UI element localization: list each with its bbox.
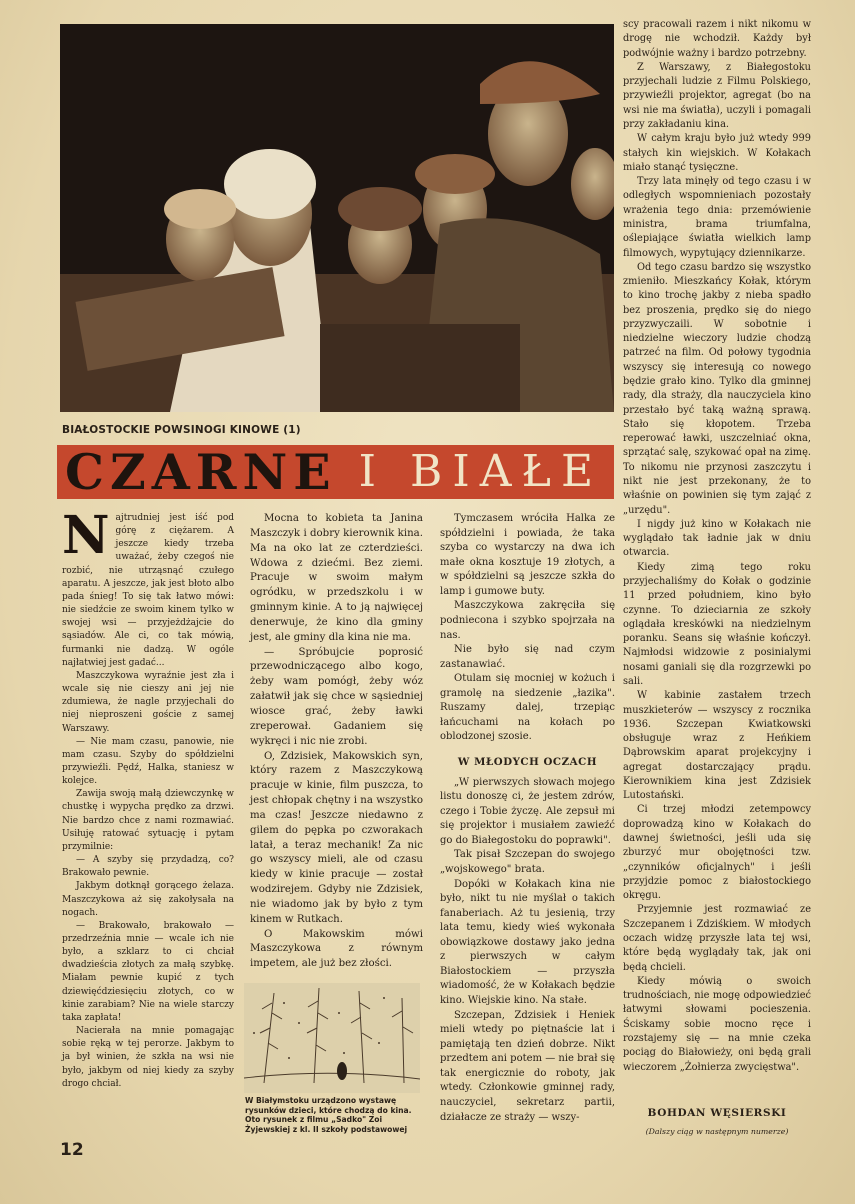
paragraph: Maszczykowa wyraźnie jest zła i wcale się nie cieszy ani jej nie zdumiewa, że nagle przyjechali do niej nieproszeni goście z samej Warszawy.	[62, 670, 234, 734]
paragraph: Dopóki w Kołakach kina nie było, nikt tu nie myślał o takich fanaberiach. Aż tu jesienią, trzy lata temu, kiedy wieś wykonała obowiązkowe dostawy jako jedna z pierwszych w całym Białostockiem — przyszła wiadomość, że w Kołakach będzie kino. Wiejskie kino. Na stałe.	[440, 878, 615, 1006]
article-column-1	[62, 505, 234, 1091]
paragraph: Zawija swoją małą dziewczynkę w chustkę i wypycha prędko za drzwi. Nie bardzo chce z nami rozmawiać. Usiłuję ratować sytuację i pytam przymilnie:	[62, 789, 234, 852]
paragraph: Nie było się nad czym zastanawiać.	[440, 644, 615, 670]
paragraph: scy pracowali razem i nikt nikomu w drogę nie wchodził. Każdy był podwójnie ważny i bardzo potrzebny.	[623, 19, 811, 59]
paragraph: Maszczykowa zakręciła się podniecona i szybko spojrzała na nas.	[440, 600, 615, 641]
title-bold: CZARNE	[65, 443, 337, 501]
paragraph: Przyjemnie jest rozmawiać ze Szczepanem i Zdziśkiem. W młodych oczach widzę przyszłe lata tej wsi, które będą wyglądały tak, jak oni będą chcieli.	[623, 904, 811, 973]
paragraph: Nacierała na mnie pomagając sobie ręką w tej perorze. Jakbym to ja był winien, że szkła na wsi nie było, jakbym od niej kiedy za szyby drogo chciał.	[62, 1026, 234, 1089]
paragraph: — A szyby się przydadzą, co? Brakowało pewnie.	[62, 855, 234, 879]
paragraph	[62, 505, 234, 670]
article-column-4	[623, 18, 811, 1075]
drawing-caption: W Białymstoku urządzono wystawę rysunków dzieci, które chodzą do kina. Oto rysunek z filmu „Sadko" Zoi Żyjewskiej z kl. II szkoły podstawowej	[245, 1096, 412, 1134]
paragraph: O Makowskim mówi Maszczykowa z równym impetem, ale już bez złości.	[250, 928, 423, 970]
article-column-3	[440, 512, 615, 1125]
continued-note: (Dalszy ciąg w następnym numerze)	[645, 1127, 789, 1136]
paragraph: Z Warszawy, z Białegostoku przyjechali ludzie z Filmu Polskiego, przywieźli projektor, agregat (bo na wsi nie ma światła), uczyli i pomagali przy zakładaniu kina.	[623, 61, 811, 130]
photo-illustration	[60, 24, 614, 412]
children-watching-film-photo	[60, 24, 614, 412]
drawing-illustration	[244, 983, 420, 1093]
article-column-2	[250, 512, 423, 972]
title-light: I BIAŁE	[358, 446, 604, 497]
paragraph: Tymczasem wróciła Halka ze spółdzielni i powiada, że taka szyba co wystarczy na dwa ich małe okna kosztuje 19 złotych, a w spółdzielni są jeszcze szkła do lamp i gumowe buty.	[440, 513, 615, 597]
author-byline: BOHDAN WĘSIERSKI	[647, 1107, 787, 1119]
paragraph: Trzy lata minęły od tego czasu i w odległych wspomnieniach pozostały wrażenia tego dnia: przemówienie ministra, brama triumfalna, oślepiające światła wielkich lamp filmowych, wypytujący dziennikarze.	[623, 176, 811, 259]
paragraph-text: ajtrudniej jest iść pod górę z ciężarem. A jeszcze kiedy trzeba uważać, żeby czegoś nie rozbić, nie utrząsnąć czułego aparatu. A jeszcze, jak jest błoto albo pada śnieg! To się tak łatwo mówi: nie siedźcie ze swoim kinem tylko w swojej wsi — przyjeżdżajcie do sąsiadów. Ale ci, co tak mówią, furmanki nie dadzą. W ogóle najłatwiej jest gadać...	[62, 513, 234, 668]
paragraph: Kiedy zimą tego roku przyjechaliśmy do Kołak o godzinie 11 przed południem, kino było czynne. To dzieciarnia ze szkoły oglądała kreskówki na niedzielnym poranku. Seans się właśnie kończył. Najmłodsi widzowie z posinialymi nosami ganiali się dla rozgrzewki po sali.	[623, 561, 811, 687]
page-number: 12	[60, 1140, 84, 1160]
paragraph: W całym kraju było już wtedy 999 stałych kin wiejskich. W Kołakach miało stanąć tysięczne.	[623, 133, 811, 173]
section-subhead: W MŁODYCH OCZACH	[457, 756, 598, 768]
paragraph: Od tego czasu bardzo się wszystko zmieniło. Mieszkańcy Kołak, którym to kino trochę jakby z nieba spadło bez proszenia, prędko się do niego przyzwyczaili. W sobotnie i niedzielne wieczory ludzie chodzą patrzeć na film. Od połowy tygodnia wszyscy się interesują co nowego będzie grało kino. Tylko dla gminnej rady, dla straży, dla nauczyciela kino przestało być taką ważną sprawą. Stało się kłopotem. Trzeba reperować ławki, uszczelniać okna, sprzątać salę, szykować opał na zimę. To nikomu nie przynosi zaszczytu i nikt nie jest przekonany, że to właśnie on powinien się tym zająć z „urzędu".	[623, 261, 811, 516]
paragraph: Otulam się mocniej w kożuch i gramolę na siedzenie „łazika". Ruszamy dalej, trzepiąc łańcuchami na kołach po oblodzonej szosie.	[440, 673, 615, 743]
paragraph: — Spróbujcie poprosić przewodniczącego albo kogo, żeby wam pomógł, żeby wóz załatwił jak się chce w sąsiedniej wiosce grać, żeby ławki zreperował. Gadaniem się wykręci i nic nie zrobi.	[250, 646, 423, 747]
paragraph: Szczepan, Zdzisiek i Heniek mieli wtedy po piętnaście lat i pamiętają ten dzień dobrze. Nikt przedtem ani potem — nie brał się tak energicznie do roboty, jak wtedy. Członkowie gminnej rady, nauczyciel, sekretarz partii, działacze ze straży — wszy-	[440, 1009, 615, 1123]
paragraph: O, Zdzisiek, Makowskich syn, który razem z Maszczykową pracuje w kinie, film puszcza, to jest chłopak chętny i na wszystko ma czas! Jeszcze niedawno z gilem do pępka po czworakach latał, a teraz mechanik! Za nic go wszyscy mieli, ale od czasu kiedy w kinie pracuje — został wodzirejem. Gdyby nie Zdzisiek, nie wiadomo jak by było z tym kinem w Rutkach.	[250, 750, 423, 925]
paragraph: W kabinie zastałem trzech muszkieterów — wszyscy z rocznika 1936. Szczepan Kwiatkowski obsługuje wraz z Heńkiem Dąbrowskim aparat projekcyjny i agregat dostarczający prądu. Kierownikiem kina jest Zdzisiek Lutostański.	[623, 690, 811, 802]
paragraph: — Brakowało, brakowało — przedrzeźnia mnie — wcale ich nie było, a szklarz to ci chciał dwadzieścia złotych za małą szybkę. Miałam pewnie kupić z tych dziewięćdziesięciu złotych, co w kinie zarabiam? Nie na wiele starczy taka zapłata!	[62, 920, 234, 1023]
child-drawing-image	[244, 983, 420, 1093]
series-label: BIAŁOSTOCKIE POWSINOGI KINOWE (1)	[62, 424, 301, 436]
paragraph: „W pierwszych słowach mojego listu donoszę ci, że jestem zdrów, czego i Tobie życzę. Ale zepsuł mi się projektor i musiałem zawieźć go do Białegostoku do poprawki".	[440, 776, 615, 846]
paragraph: Ci trzej młodzi zetempowcy doprowadzą kino w Kołakach do dawnej świetności, jeśli uda się zburzyć mur obojętności tzw. „czynników oficjalnych" i jeśli przyjdzie pomoc z białostockiego okręgu.	[623, 804, 811, 902]
paragraph: I nigdy już kino w Kołakach nie wyglądało tak ładnie jak w dniu otwarcia.	[623, 518, 811, 559]
paragraph: Jakbym dotknął gorącego żelaza. Maszczykowa aż się zakołysała na nogach.	[62, 881, 234, 918]
paragraph: Tak pisał Szczepan do swojego „wojskowego" brata.	[440, 849, 615, 875]
paragraph: — Nie mam czasu, panowie, nie mam czasu. Szyby do spółdzielni przywieźli. Pędź, Halka, staniesz w kolejce.	[62, 736, 234, 787]
title-banner	[57, 445, 614, 499]
drop-cap: N	[62, 505, 110, 566]
paragraph: Mocna to kobieta ta Janina Maszczyk i dobry kierownik kina. Ma na oko lat ze czterdzieści. Wdowa z dziećmi. Bez ziemi. Pracuje w swoim małym ogródku, w przedszkolu i w gminnym kinie. A to ją najwięcej denerwuje, że kino dla gminy jest, ale gminy dla kina nie ma.	[250, 513, 423, 643]
paragraph: Kiedy mówią o swoich trudnościach, nie mogę odpowiedzieć łatwymi słowami pocieszenia. Ściskamy sobie mocno ręce i rozstajemy się — na mnie czeka pociąg do Białowieży, oni będą grali wieczorem „Żołnierza zwycięstwa".	[623, 975, 811, 1073]
